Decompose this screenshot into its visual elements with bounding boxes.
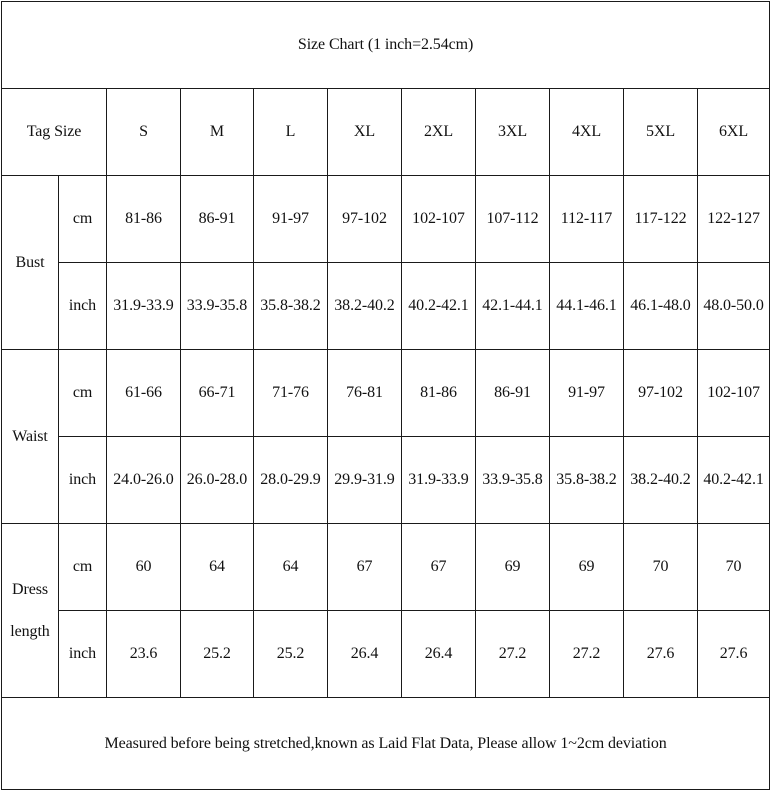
bust-inch-2xl: 40.2-42.1 bbox=[402, 263, 476, 350]
waist-cm-m: 66-71 bbox=[181, 350, 254, 437]
unit-label-cm: cm bbox=[59, 524, 107, 611]
dress-length-cm-m: 64 bbox=[181, 524, 254, 611]
waist-inch-2xl: 31.9-33.9 bbox=[402, 437, 476, 524]
bust-inch-l: 35.8-38.2 bbox=[254, 263, 328, 350]
bust-label: Bust bbox=[2, 176, 59, 350]
waist-cm-s: 61-66 bbox=[107, 350, 181, 437]
dress-length-cm-5xl: 70 bbox=[624, 524, 698, 611]
waist-inch-m: 26.0-28.0 bbox=[181, 437, 254, 524]
size-header-5xl: 5XL bbox=[624, 89, 698, 176]
dress-length-inch-s: 23.6 bbox=[107, 611, 181, 698]
bust-inch-4xl: 44.1-46.1 bbox=[550, 263, 624, 350]
bust-cm-s: 81-86 bbox=[107, 176, 181, 263]
size-header-4xl: 4XL bbox=[550, 89, 624, 176]
dress-length-label-line1: Dress bbox=[12, 580, 48, 598]
waist-cm-4xl: 91-97 bbox=[550, 350, 624, 437]
unit-label-cm: cm bbox=[59, 176, 107, 263]
dress-length-cm-s: 60 bbox=[107, 524, 181, 611]
footer-row bbox=[2, 698, 770, 790]
bust-cm-2xl: 102-107 bbox=[402, 176, 476, 263]
dress-length-cm-2xl: 67 bbox=[402, 524, 476, 611]
title-row bbox=[2, 2, 770, 89]
dress-length-label bbox=[2, 524, 59, 698]
bust-inch-3xl: 42.1-44.1 bbox=[476, 263, 550, 350]
size-header-l: L bbox=[254, 89, 328, 176]
unit-label-inch: inch bbox=[59, 263, 107, 350]
dress-length-inch-m: 25.2 bbox=[181, 611, 254, 698]
size-header-2xl: 2XL bbox=[402, 89, 476, 176]
size-header-6xl: 6XL bbox=[698, 89, 770, 176]
waist-inch-row bbox=[2, 437, 770, 524]
bust-cm-l: 91-97 bbox=[254, 176, 328, 263]
bust-cm-3xl: 107-112 bbox=[476, 176, 550, 263]
dress-length-cm-3xl: 69 bbox=[476, 524, 550, 611]
bust-cm-5xl: 117-122 bbox=[624, 176, 698, 263]
waist-inch-6xl: 40.2-42.1 bbox=[698, 437, 770, 524]
bust-inch-row bbox=[2, 263, 770, 350]
bust-inch-s: 31.9-33.9 bbox=[107, 263, 181, 350]
dress-length-cm-xl: 67 bbox=[328, 524, 402, 611]
bust-cm-4xl: 112-117 bbox=[550, 176, 624, 263]
dress-length-inch-row bbox=[2, 611, 770, 698]
waist-cm-2xl: 81-86 bbox=[402, 350, 476, 437]
dress-length-cm-4xl: 69 bbox=[550, 524, 624, 611]
size-header-row bbox=[2, 89, 770, 176]
measurement-note: Measured before being stretched,known as Laid Flat Data, Please allow 1~2cm deviation bbox=[2, 698, 770, 790]
waist-inch-5xl: 38.2-40.2 bbox=[624, 437, 698, 524]
bust-inch-xl: 38.2-40.2 bbox=[328, 263, 402, 350]
waist-cm-row bbox=[2, 350, 770, 437]
waist-inch-l: 28.0-29.9 bbox=[254, 437, 328, 524]
chart-title: Size Chart (1 inch=2.54cm) bbox=[2, 2, 770, 89]
bust-inch-m: 33.9-35.8 bbox=[181, 263, 254, 350]
dress-length-inch-5xl: 27.6 bbox=[624, 611, 698, 698]
bust-cm-6xl: 122-127 bbox=[698, 176, 770, 263]
waist-cm-5xl: 97-102 bbox=[624, 350, 698, 437]
dress-length-inch-4xl: 27.2 bbox=[550, 611, 624, 698]
dress-length-cm-6xl: 70 bbox=[698, 524, 770, 611]
bust-inch-5xl: 46.1-48.0 bbox=[624, 263, 698, 350]
waist-inch-3xl: 33.9-35.8 bbox=[476, 437, 550, 524]
bust-cm-m: 86-91 bbox=[181, 176, 254, 263]
size-header-s: S bbox=[107, 89, 181, 176]
waist-cm-6xl: 102-107 bbox=[698, 350, 770, 437]
dress-length-cm-row bbox=[2, 524, 770, 611]
waist-cm-l: 71-76 bbox=[254, 350, 328, 437]
dress-length-cm-l: 64 bbox=[254, 524, 328, 611]
unit-label-inch: inch bbox=[59, 437, 107, 524]
size-header-xl: XL bbox=[328, 89, 402, 176]
dress-length-inch-l: 25.2 bbox=[254, 611, 328, 698]
waist-cm-xl: 76-81 bbox=[328, 350, 402, 437]
size-header-m: M bbox=[181, 89, 254, 176]
waist-inch-xl: 29.9-31.9 bbox=[328, 437, 402, 524]
unit-label-inch: inch bbox=[59, 611, 107, 698]
dress-length-label-line2: length bbox=[10, 622, 50, 640]
waist-label: Waist bbox=[2, 350, 59, 524]
dress-length-inch-xl: 26.4 bbox=[328, 611, 402, 698]
bust-inch-6xl: 48.0-50.0 bbox=[698, 263, 770, 350]
size-chart-table bbox=[1, 1, 770, 790]
tag-size-label: Tag Size bbox=[2, 89, 107, 176]
bust-cm-row bbox=[2, 176, 770, 263]
bust-cm-xl: 97-102 bbox=[328, 176, 402, 263]
waist-inch-4xl: 35.8-38.2 bbox=[550, 437, 624, 524]
size-header-3xl: 3XL bbox=[476, 89, 550, 176]
waist-cm-3xl: 86-91 bbox=[476, 350, 550, 437]
dress-length-inch-3xl: 27.2 bbox=[476, 611, 550, 698]
waist-inch-s: 24.0-26.0 bbox=[107, 437, 181, 524]
dress-length-inch-6xl: 27.6 bbox=[698, 611, 770, 698]
unit-label-cm: cm bbox=[59, 350, 107, 437]
dress-length-inch-2xl: 26.4 bbox=[402, 611, 476, 698]
